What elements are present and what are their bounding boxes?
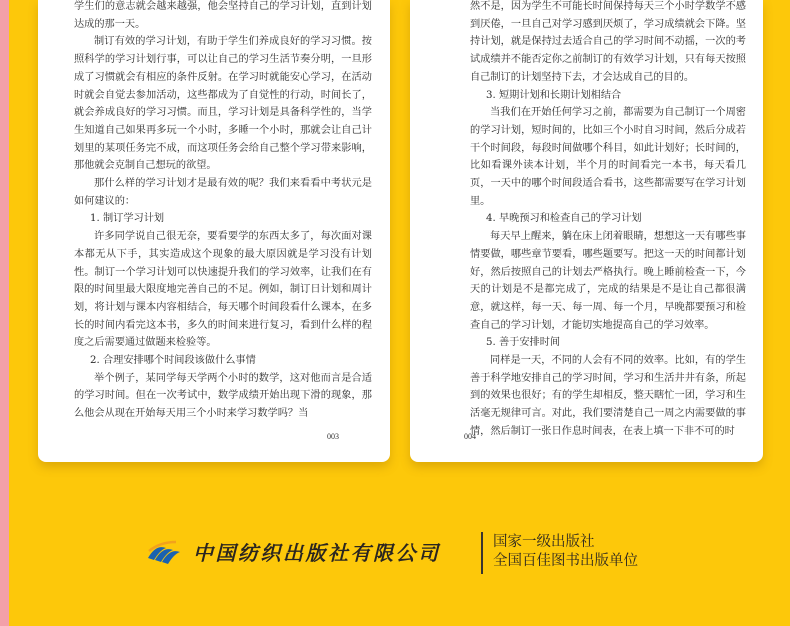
- book-page-right: [410, 0, 763, 462]
- body-paragraph: 学生们的意志就会越来越强，他会坚持自己的学习计划，直到计划达成的那一天。: [74, 1, 372, 30]
- footer-divider: [481, 532, 483, 574]
- section-heading: 1. 制订学习计划: [90, 213, 165, 225]
- publisher-name: 中国纺织出版社有限公司: [193, 541, 441, 565]
- body-paragraph: 当我们在开始任何学习之前，都需要为自己制订一个周密的学习计划，短时间的，比如三个小时自习时间，然后分成若干个时间段，每段时间做哪个科目，如此计划好；长时间的，比如看课外读本计划，半个月的时间看完一本书，每天看几页，一天中的哪个时间段适合看书，这些都需要写在学习计划里。: [470, 107, 746, 207]
- left-edge-strip: [0, 0, 9, 626]
- publisher-tag: 国家一级出版社: [493, 534, 595, 550]
- body-paragraph: 每天早上醒来，躺在床上闭着眼睛，想想这一天有哪些事情要做，哪些章节要看，哪些题要写。把这一天的时间都计划好，然后按照自己的计划去严格执行。晚上睡前检查一下，今天的计划是不是都完成了，完成的结果是不是让自己都很满意，就这样，每一天、每一周、每一个月，早晚都要预习和检查自己的学习计划，才能切实地提高自己的学习效率。: [470, 231, 746, 331]
- book-page-left: [38, 0, 390, 462]
- page-body-text: [74, 0, 372, 423]
- body-paragraph: 许多同学说自己很无奈，要看要学的东西太多了，每次面对课本都无从下手，其实造成这个现象的最大原因就是学习没有计划性。制订一个学习计划可以快速提升我们的学习效率，让我们在有限的时间里最大限度地完善自己的不足。例如，制订日计划和周计划，将计划与课本内容相结合，每天哪个时间段看什么课本，在多长的时间内看完这本书，多久的时间来进行复习，看到什么样的程度之后需要通过做题来检验等。: [74, 231, 372, 349]
- section-heading: 2. 合理安排哪个时间段该做什么事情: [90, 355, 256, 367]
- publisher-tag: 全国百佳图书出版单位: [493, 553, 638, 569]
- section-heading: 5. 善于安排时间: [486, 337, 561, 349]
- body-paragraph: 同样是一天，不同的人会有不同的效率。比如，有的学生善于科学地安排自己的学习时间，学习和生活井井有条，所起到的效果也很好；有的学生却相反，整天瞎忙一团，学习和生活毫无规律可言。对此，我们要清楚自己一周之内需要做的事情，然后制订一张日作息时间表，在表上填一下非不可的时: [470, 355, 746, 437]
- publisher-tags: [493, 533, 638, 571]
- body-paragraph: 然不是，因为学生不可能长时间保持每天三个小时学数学不感到厌倦，一旦自己对学习感到厌烦了，学习成绩就会下降。坚持计划，就是保持过去适合自己的学习时间不动摇，一次的考试成绩并不能否定你之前制订的有效学习计划，只有每天按照自己制订的计划坚持下去，才会达成自己的目的。: [470, 1, 746, 83]
- section-heading: 4. 早晚预习和检查自己的学习计划: [486, 213, 642, 225]
- body-paragraph: 举个例子，某同学每天学两个小时的数学，这对他而言是合适的学习时间。但在一次考试中，数学成绩开始出现下滑的现象，那么他会从现在开始每天用三个小时来学习数学吗？当: [74, 372, 372, 420]
- page-number: 003: [327, 432, 339, 441]
- page-number: 004: [464, 432, 476, 441]
- publisher-logo-icon: [146, 538, 182, 564]
- page-body-text: [470, 0, 746, 441]
- body-paragraph: 制订有效的学习计划，有助于学生们养成良好的学习习惯。按照科学的学习计划行事，可以让自己的学习生活节奏分明，一旦形成了习惯就会有相应的条件反射。在学习时就能安心学习，在活动时就会自觉去参加活动，这些都成为了自觉性的行动，时间长了，就会养成良好的学习习惯。而且，学习计划是具备科学性的，当学生知道自己如果再多玩一个小时，多睡一个小时，那就会让自己计划里的某项任务完不成，而这项任务会给自己整个学习带来影响，那他就会克制自己想玩的欲望。: [74, 36, 372, 172]
- body-paragraph: 那什么样的学习计划才是最有效的呢？我们来看看中考状元是如何建议的：: [74, 178, 372, 207]
- publisher-footer: [146, 530, 666, 576]
- section-heading: 3. 短期计划和长期计划相结合: [486, 89, 622, 101]
